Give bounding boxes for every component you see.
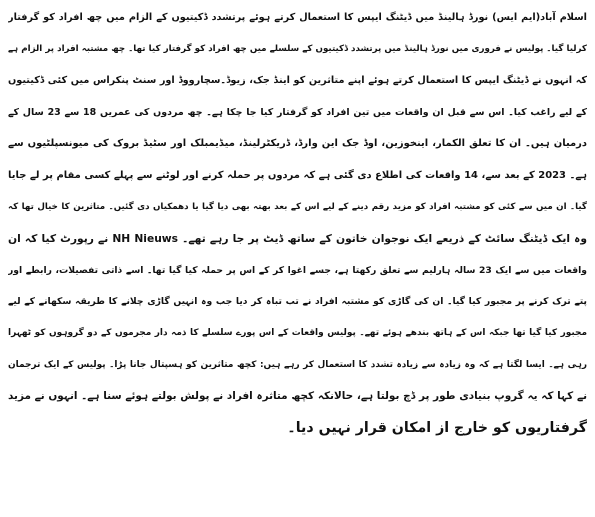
article-line-2: کرلیا گیا۔ پولیس نے فروری میں نورڈ ہالینڈ میں پرتشدد ڈکیتیوں کے سلسلے میں چھ افراد کو گرفتار کیا تھا۔ چھ مشتبہ افراد پر الزام ہے	[8, 43, 587, 54]
article-line-10: پتے ترک کرنے پر مجبور کیا گیا۔ ان کی گاڑی کو مشتبہ افراد نے تب تباہ کر دیا جب وہ انہیں گاڑی چلانے کا طریقہ سکھانے کے لیے	[8, 296, 587, 308]
article-line-6: ہے۔ 2023 کے بعد سے، 14 واقعات کی اطلاع دی گئی ہے کہ مردوں پر حملہ کرنے اور لوٹنے سے پہلے کسی مقام پر لے جایا	[8, 169, 587, 181]
article-line-4: کے لیے راغب کیا۔ اس سے قبل ان واقعات میں تین افراد کو گرفتار کیا جا چکا ہے۔ چھ مردوں کی عمریں 18 سے 23 سال کے	[8, 106, 587, 118]
article-line-12: رہی ہے۔ ایسا لگتا ہے کہ وہ زیادہ سے زیادہ تشدد کا استعمال کر رہے ہیں: کچھ متاثرین کو ہسپتال جانا پڑا۔ پولیس کے ایک ترجمان	[8, 359, 587, 370]
article-line-13: نے کہا کہ یہ گروپ بنیادی طور پر ڈچ بولتا ہے، حالانکہ کچھ متاثرہ افراد نے پولش بولتے ہوئے سنا ہے۔ انہوں نے مزید	[8, 390, 587, 403]
article-line-1: اسلام آباد(ایم ایس) نورڈ ہالینڈ میں ڈیٹنگ ایپس کا استعمال کرتے ہوئے پرتشدد ڈکیتیوں کے الزام میں چھ افراد کو گرفتار	[8, 12, 587, 23]
article-line-5: درمیان ہیں۔ ان کا تعلق الکمار، اینخوزین، اوڈ جک این وارڈ، ڈریکٹرلینڈ، میڈیمبلک اور سٹیڈ بروک کی میونسپلٹیوں سے	[8, 138, 587, 150]
article-line-3: کہ انہوں نے ڈیٹنگ ایپس کا استعمال کرتے ہوئے اپنے متاثرین کو اینڈ جک، زیوڈ۔سچارووڈ اور سنٹ پنکراس میں کئی ڈکیتیوں	[8, 75, 587, 87]
article-line-14: گرفتاریوں کو خارج از امکان قرار نہیں دیا۔	[287, 419, 587, 436]
article-line-8: وہ ایک ڈیٹنگ سائٹ کے ذریعے ایک نوجوان خاتون کے ساتھ ڈیٹ پر جا رہے تھے۔ NH Nieuws نے رپورٹ کیا کہ ان	[8, 232, 587, 246]
article-line-7: گیا۔ ان میں سے کئی کو مشتبہ افراد کو مزید رقم دینے کے لیے اس کے بعد بھتہ بھی دیا گیا یا دھمکیاں دی گئیں۔ متاثرین کا خیال تھا کہ	[8, 201, 587, 212]
article-line-11: مجبور کیا گیا تھا جبکہ اس کے ہاتھ بندھے ہوئے تھے۔ پولیس واقعات کے اس پورے سلسلے کا ذمہ دار مجرموں کے دو گروہوں کو ٹھہرا	[8, 327, 587, 338]
article-line-9: واقعات میں سے ایک 23 سالہ ہارلیم سے تعلق رکھتا ہے، جسے اغوا کر کے اس پر حملہ کیا گیا تھا۔ اسے ذاتی تفصیلات، رابطے اور	[8, 264, 587, 276]
